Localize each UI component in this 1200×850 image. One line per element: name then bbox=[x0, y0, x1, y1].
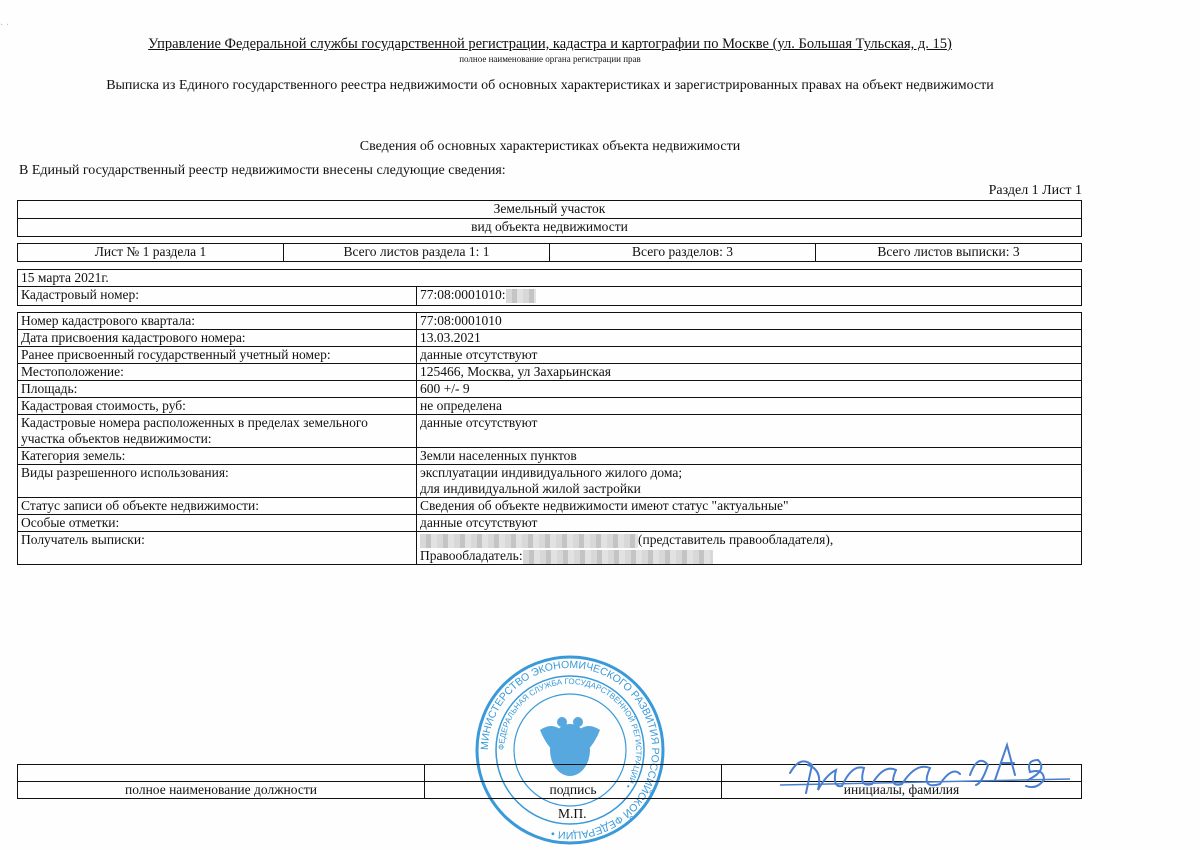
object-type-caption: вид объекта недвижимости bbox=[18, 219, 1082, 237]
row-label: Номер кадастрового квартала: bbox=[18, 313, 417, 330]
sheet-number: Лист № 1 раздела 1 bbox=[18, 244, 284, 262]
row-label: Кадастровая стоимость, руб: bbox=[18, 398, 417, 415]
row-value: Земли населенных пунктов bbox=[417, 448, 1082, 465]
svg-text:МИНИСТЕРСТВО ЭКОНОМИЧЕСКОГО РА: МИНИСТЕРСТВО ЭКОНОМИЧЕСКОГО РАЗВИТИЯ РОССИЙСКОЙ ФЕДЕРАЦИИ • bbox=[478, 658, 662, 842]
recipient-value bbox=[417, 532, 1082, 565]
row-value: 13.03.2021 bbox=[417, 330, 1082, 347]
stamp-place-label: М.П. bbox=[558, 806, 587, 821]
sections-total: Всего разделов: 3 bbox=[550, 244, 816, 262]
row-label: Местоположение: bbox=[18, 364, 417, 381]
signature-caption: подпись bbox=[425, 782, 722, 799]
object-type-table bbox=[17, 200, 1082, 237]
cadastral-label: Кадастровый номер: bbox=[18, 287, 417, 306]
signature-cell bbox=[425, 765, 722, 782]
row-label: Категория земель: bbox=[18, 448, 417, 465]
redacted-holder bbox=[523, 550, 713, 564]
row-value: данные отсутствуют bbox=[417, 515, 1082, 532]
record-table bbox=[17, 269, 1082, 306]
row-label: Кадастровые номера расположенных в пределах земельного участка объектов недвижимости: bbox=[18, 415, 417, 448]
holder-label: Правообладатель: bbox=[420, 548, 523, 563]
row-label: Особые отметки: bbox=[18, 515, 417, 532]
row-value: 125466, Москва, ул Захарьинская bbox=[417, 364, 1082, 381]
intro-text: В Единый государственный реестр недвижимости внесены следующие сведения: bbox=[19, 163, 506, 178]
section-label: Раздел 1 Лист 1 bbox=[988, 183, 1082, 198]
row-value: не определена bbox=[417, 398, 1082, 415]
use-type-2: для индивидуальной жилой застройки bbox=[420, 481, 641, 496]
sheets-in-section: Всего листов раздела 1: 1 bbox=[284, 244, 550, 262]
row-label: Площадь: bbox=[18, 381, 417, 398]
cadastral-value-cell bbox=[417, 287, 1082, 306]
row-label: Ранее присвоенный государственный учетный номер: bbox=[18, 347, 417, 364]
sheets-total: Всего листов выписки: 3 bbox=[816, 244, 1082, 262]
svg-text:ФЕДЕРАЛЬНАЯ СЛУЖБА ГОСУДАРСТВЕ: ФЕДЕРАЛЬНАЯ СЛУЖБА ГОСУДАРСТВЕННОЙ РЕГИСТРАЦИИ • bbox=[496, 676, 644, 790]
document-title: Выписка из Единого государственного реестра недвижимости об основных характеристиках и зарегистрированных правах на объект недвижимости bbox=[106, 78, 994, 93]
position-cell bbox=[18, 765, 425, 782]
use-type-1: эксплуатации индивидуального жилого дома; bbox=[420, 465, 683, 480]
redacted-block bbox=[506, 289, 536, 303]
row-value: данные отсутствуют bbox=[417, 347, 1082, 364]
row-value: данные отсутствуют bbox=[417, 415, 1082, 448]
sheets-table bbox=[17, 243, 1082, 262]
record-date: 15 марта 2021г. bbox=[18, 270, 1082, 287]
row-value: Сведения об объекте недвижимости имеют статус "актуальные" bbox=[417, 498, 1082, 515]
row-label: Статус записи об объекте недвижимости: bbox=[18, 498, 417, 515]
row-label: Виды разрешенного использования: bbox=[18, 465, 417, 498]
initials-caption: инициалы, фамилия bbox=[722, 782, 1082, 799]
cadastral-value: 77:08:0001010: bbox=[420, 287, 506, 302]
scan-specks: · · bbox=[0, 20, 10, 31]
characteristics-table bbox=[17, 312, 1082, 565]
representative-text: (представитель правообладателя), bbox=[638, 532, 834, 547]
row-label: Дата присвоения кадастрового номера: bbox=[18, 330, 417, 347]
object-type: Земельный участок bbox=[18, 201, 1082, 219]
redacted-name bbox=[420, 534, 638, 548]
organization-name: Управление Федеральной службы государственной регистрации, кадастра и картографии по Москве (ул. Большая Тульская, д. 15) bbox=[148, 36, 952, 52]
row-value-multi bbox=[417, 465, 1082, 498]
organization-caption: полное наименование органа регистрации прав bbox=[459, 54, 641, 64]
position-caption: полное наименование должности bbox=[18, 782, 425, 799]
row-value: 77:08:0001010 bbox=[417, 313, 1082, 330]
section-title: Сведения об основных характеристиках объекта недвижимости bbox=[359, 139, 741, 154]
handwritten-signature bbox=[780, 735, 1080, 805]
row-value: 600 +/- 9 bbox=[417, 381, 1082, 398]
recipient-label: Получатель выписки: bbox=[18, 532, 417, 565]
